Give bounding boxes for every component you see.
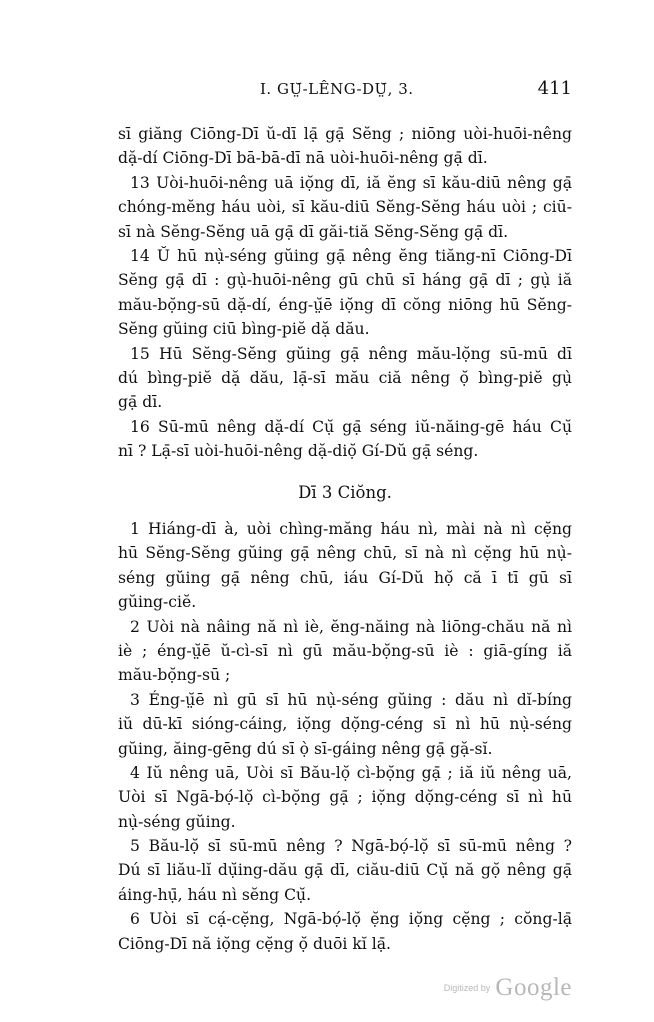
text-line: hū Sĕng-Sĕng gŭing gạ̄ nêng chū, sī nà nì cẹ̆ng hū nụ̀- (118, 544, 572, 563)
verse-14-line: 14 Ŭ hū nụ̀-séng gŭing gạ̄ nêng ĕng tiăng-nī Ciōng-Dī (130, 246, 572, 265)
chapter-heading: Dī 3 Ciŏng. (298, 483, 392, 502)
text-line: séng gŭing gạ̄ nêng chū, iáu Gí-Dŭ họ̆ că ī tī gū sī (118, 568, 572, 587)
verse-3-line: 3 Éng-ṳ̆ē nì gū sī hū nụ̀-séng gŭing : dău nì dĭ-bíng (130, 690, 572, 709)
text-line: gŭing-ciĕ. (118, 593, 197, 612)
text-line: iŭ dū-kī sióng-cáing, iọ̆ng dọ̆ng-céng sī nì hū nụ̀-séng (118, 715, 572, 734)
verse-5-line: 5 Bău-lọ̆ sī sū-mū nêng ? Ngā-bọ́-lọ̆ sī sū-mū nêng ? (130, 837, 572, 856)
text-line: áing-hụ̄, háu nì sĕng Cụ̆. (118, 885, 312, 904)
verse-6-line: 6 Uòi sī cạ́-cẹ̆ng, Ngā-bọ́-lọ̆ ẹ̆ng iọ̆ng cẹ̆ng ; cŏng-lạ̄ (130, 910, 572, 929)
text-line: nī ? Lạ̄-sī uòi-huōi-nêng dặ-diọ̆ Gí-Dŭ gạ̄ séng. (118, 442, 479, 461)
digitization-watermark (444, 974, 572, 1002)
text-line: mău-bọ̆ng-sū dặ-dí, éng-ṳ̆ē iọ̆ng dī cŏng niōng hū Sĕng- (118, 295, 572, 314)
verse-1-line: 1 Hiáng-dī à, uòi chìng-măng háu nì, mài nà nì cẹ̆ng (130, 520, 572, 538)
verse-block-top (118, 122, 572, 463)
verse-16-line: 16 Sū-mū nêng dặ-dí Cụ̆ gạ̄ séng iŭ-năing-gē háu Cụ̆ (130, 417, 572, 436)
text-line: dú bìng-piĕ dặ dău, lạ̄-sī mău ciă nêng ọ̆ bìng-piĕ gụ̀ (118, 368, 572, 387)
text-line: Uòi sī Ngā-bọ́-lọ̆ cì-bọ̆ng gạ̄ ; iọ̆ng dọ̆ng-céng sī nì hū (118, 788, 572, 807)
text-line: iè ; éng-ṳ̆ē ŭ-cì-sī nì gū mău-bọ̆ng-sū iè : giā-gíng iă (118, 641, 572, 660)
text-line: nụ̀-séng gŭing. (118, 812, 236, 831)
text-line: Dú sī liău-lĭ dụ̆ing-dău gạ̄ dī, ciău-diū Cụ̆ nă gọ̆ nêng gạ̄ (118, 861, 572, 880)
running-header (118, 78, 572, 108)
verse-4-line: 4 Iŭ nêng uā, Uòi sī Bău-lọ̆ cì-bọ̆ng gạ̄ ; iă iŭ nêng uā, (130, 763, 572, 782)
verse-2-line: 2 Uòi nà nâing nă nì iè, ĕng-năing nà liōng-chău nă nì (130, 617, 572, 636)
text-line: dặ-dí Ciōng-Dī bā-bā-dī nā uòi-huōi-nêng gạ̄ dī. (118, 149, 488, 168)
google-logo: Google (495, 974, 572, 1001)
text-line: sī nà Sĕng-Sĕng uā gạ̄ dī găi-tiă Sĕng-Sĕng gạ̄ dī. (118, 222, 509, 241)
text-line: gŭing, ăing-gēng dú sī ọ̀ sī-gáing nêng gạ̄ gặ-sĭ. (118, 739, 493, 758)
verse-13-line: 13 Uòi-huōi-nêng uā iọ̆ng dī, iă ĕng sī kău-diū nêng gạ̄ (130, 173, 572, 192)
verse-block-bottom (118, 517, 572, 956)
text-line: Ciōng-Dī nă iọ̆ng cẹ̆ng ọ̆ duōi kĭ lạ̄. (118, 934, 391, 953)
text-line: chóng-mĕng háu uòi, sī kău-diū Sĕng-Sĕng háu uòi ; ciū- (118, 198, 572, 217)
text-line: Sĕng gŭing ciū bìng-piĕ dặ dău. (118, 320, 370, 339)
page-number: 411 (537, 78, 572, 99)
watermark-prefix: Digitized by (443, 983, 491, 993)
running-title: I. GṲ̆-LÊNG-DṲ̆, 3. (260, 80, 414, 98)
verse-15-line: 15 Hū Sĕng-Sĕng gŭing gạ̄ nêng mău-lọ̆ng sū-mū dī (130, 344, 572, 363)
text-line: sī giăng Ciōng-Dī ŭ-dī lạ̄ gạ̄ Sĕng ; niōng uòi-huōi-nêng (118, 125, 572, 143)
text-line: gạ̄ dī. (118, 393, 163, 412)
text-line: mău-bọ̆ng-sū ; (118, 666, 231, 685)
text-line: Sĕng gạ̄ dī : gụ̀-huōi-nêng gū chū sī háng gạ̄ dī ; gụ̀ iă (118, 271, 572, 290)
